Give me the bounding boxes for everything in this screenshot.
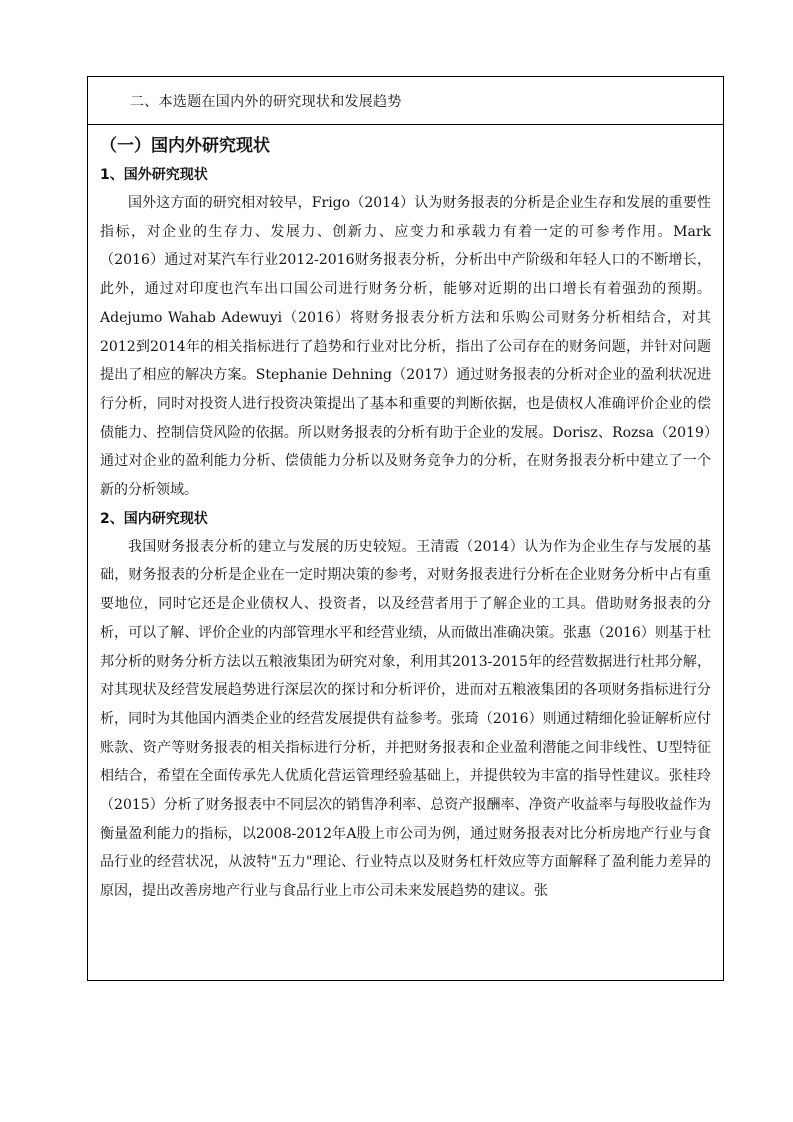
- table-content-cell: [88, 125, 723, 906]
- paragraph-foreign-research: 国外这方面的研究相对较早，Frigo（2014）认为财务报表的分析是企业生存和发展的重要性指标，对企业的生存力、发展力、创新力、应变力和承载力有着一定的可参考作用。Mark（2016）通过对某汽车行业2012-2016财务报表分析，分析出中产阶级和年轻人口的不断增长，此外，通过对印度也汽车出口国公司进行财务分析，能够对近期的出口增长有着强劲的预期。Adejumo Wahab Adewuyi（2016）将财务报表分析方法和乐购公司财务分析相结合，对其2012到2014年的相关指标进行了趋势和行业对比分析，指出了公司存在的财务问题，并针对问题提出了相应的解决方案。Stephanie Dehning（2017）通过财务报表的分析对企业的盈利状况进行分析，同时对投资人进行投资决策提出了基本和重要的判断依据，也是债权人准确评价企业的偿债能力、控制信贷风险的依据。所以财务报表的分析有助于企业的发展。Dorisz、Rozsa（2019）通过对企业的盈利能力分析、偿债能力分析以及财务竞争力的分析，在财务报表分析中建立了一个新的分析领域。: [100, 195, 711, 499]
- header-title: 二、本选题在国内外的研究现状和发展趋势: [130, 93, 402, 110]
- document-table: [87, 76, 724, 981]
- paragraph-domestic-research: 我国财务报表分析的建立与发展的历史较短。王清霞（2014）认为作为企业生存与发展的基础，财务报表的分析是企业在一定时期决策的参考，对财务报表进行分析在企业财务分析中占有重要地位，同时它还是企业债权人、投资者，以及经营者用于了解企业的工具。借助财务报表的分析，可以了解、评价企业的内部管理水平和经营业绩，从而做出准确决策。张惠（2016）则基于杜邦分析的财务分析方法以五粮液集团为研究对象，利用其2013-2015年的经营数据进行杜邦分解，对其现状及经营发展趋势进行深层次的探讨和分析评价，进而对五粮液集团的各项财务指标进行分析，同时为其他国内酒类企业的经营发展提供有益参考。张琦（2016）则通过精细化验证解析应付账款、资产等财务报表的相关指标进行分析，并把财务报表和企业盈利潜能之间非线性、U型特征相结合，希望在全面传承先人优质化营运管理经验基础上，并提供较为丰富的指导性建议。张桂玲（2015）分析了财务报表中不同层次的销售净利率、总资产报酬率、净资产收益率与每股收益作为衡量盈利能力的指标，以2008-2012年A股上市公司为例，通过财务报表对比分析房地产行业与食品行业的经营状况，从波特"五力"理论、行业特点以及财务杠杆效应等方面解释了盈利能力差异的原因，提出改善房地产行业与食品行业上市公司未来发展趋势的建议。张: [100, 538, 711, 900]
- table-header-row: [88, 77, 723, 125]
- subsection-heading-domestic: 2、国内研究现状: [100, 510, 208, 527]
- subsection-heading-foreign: 1、国外研究现状: [100, 167, 208, 183]
- section-title: （一）国内外研究现状: [100, 136, 270, 156]
